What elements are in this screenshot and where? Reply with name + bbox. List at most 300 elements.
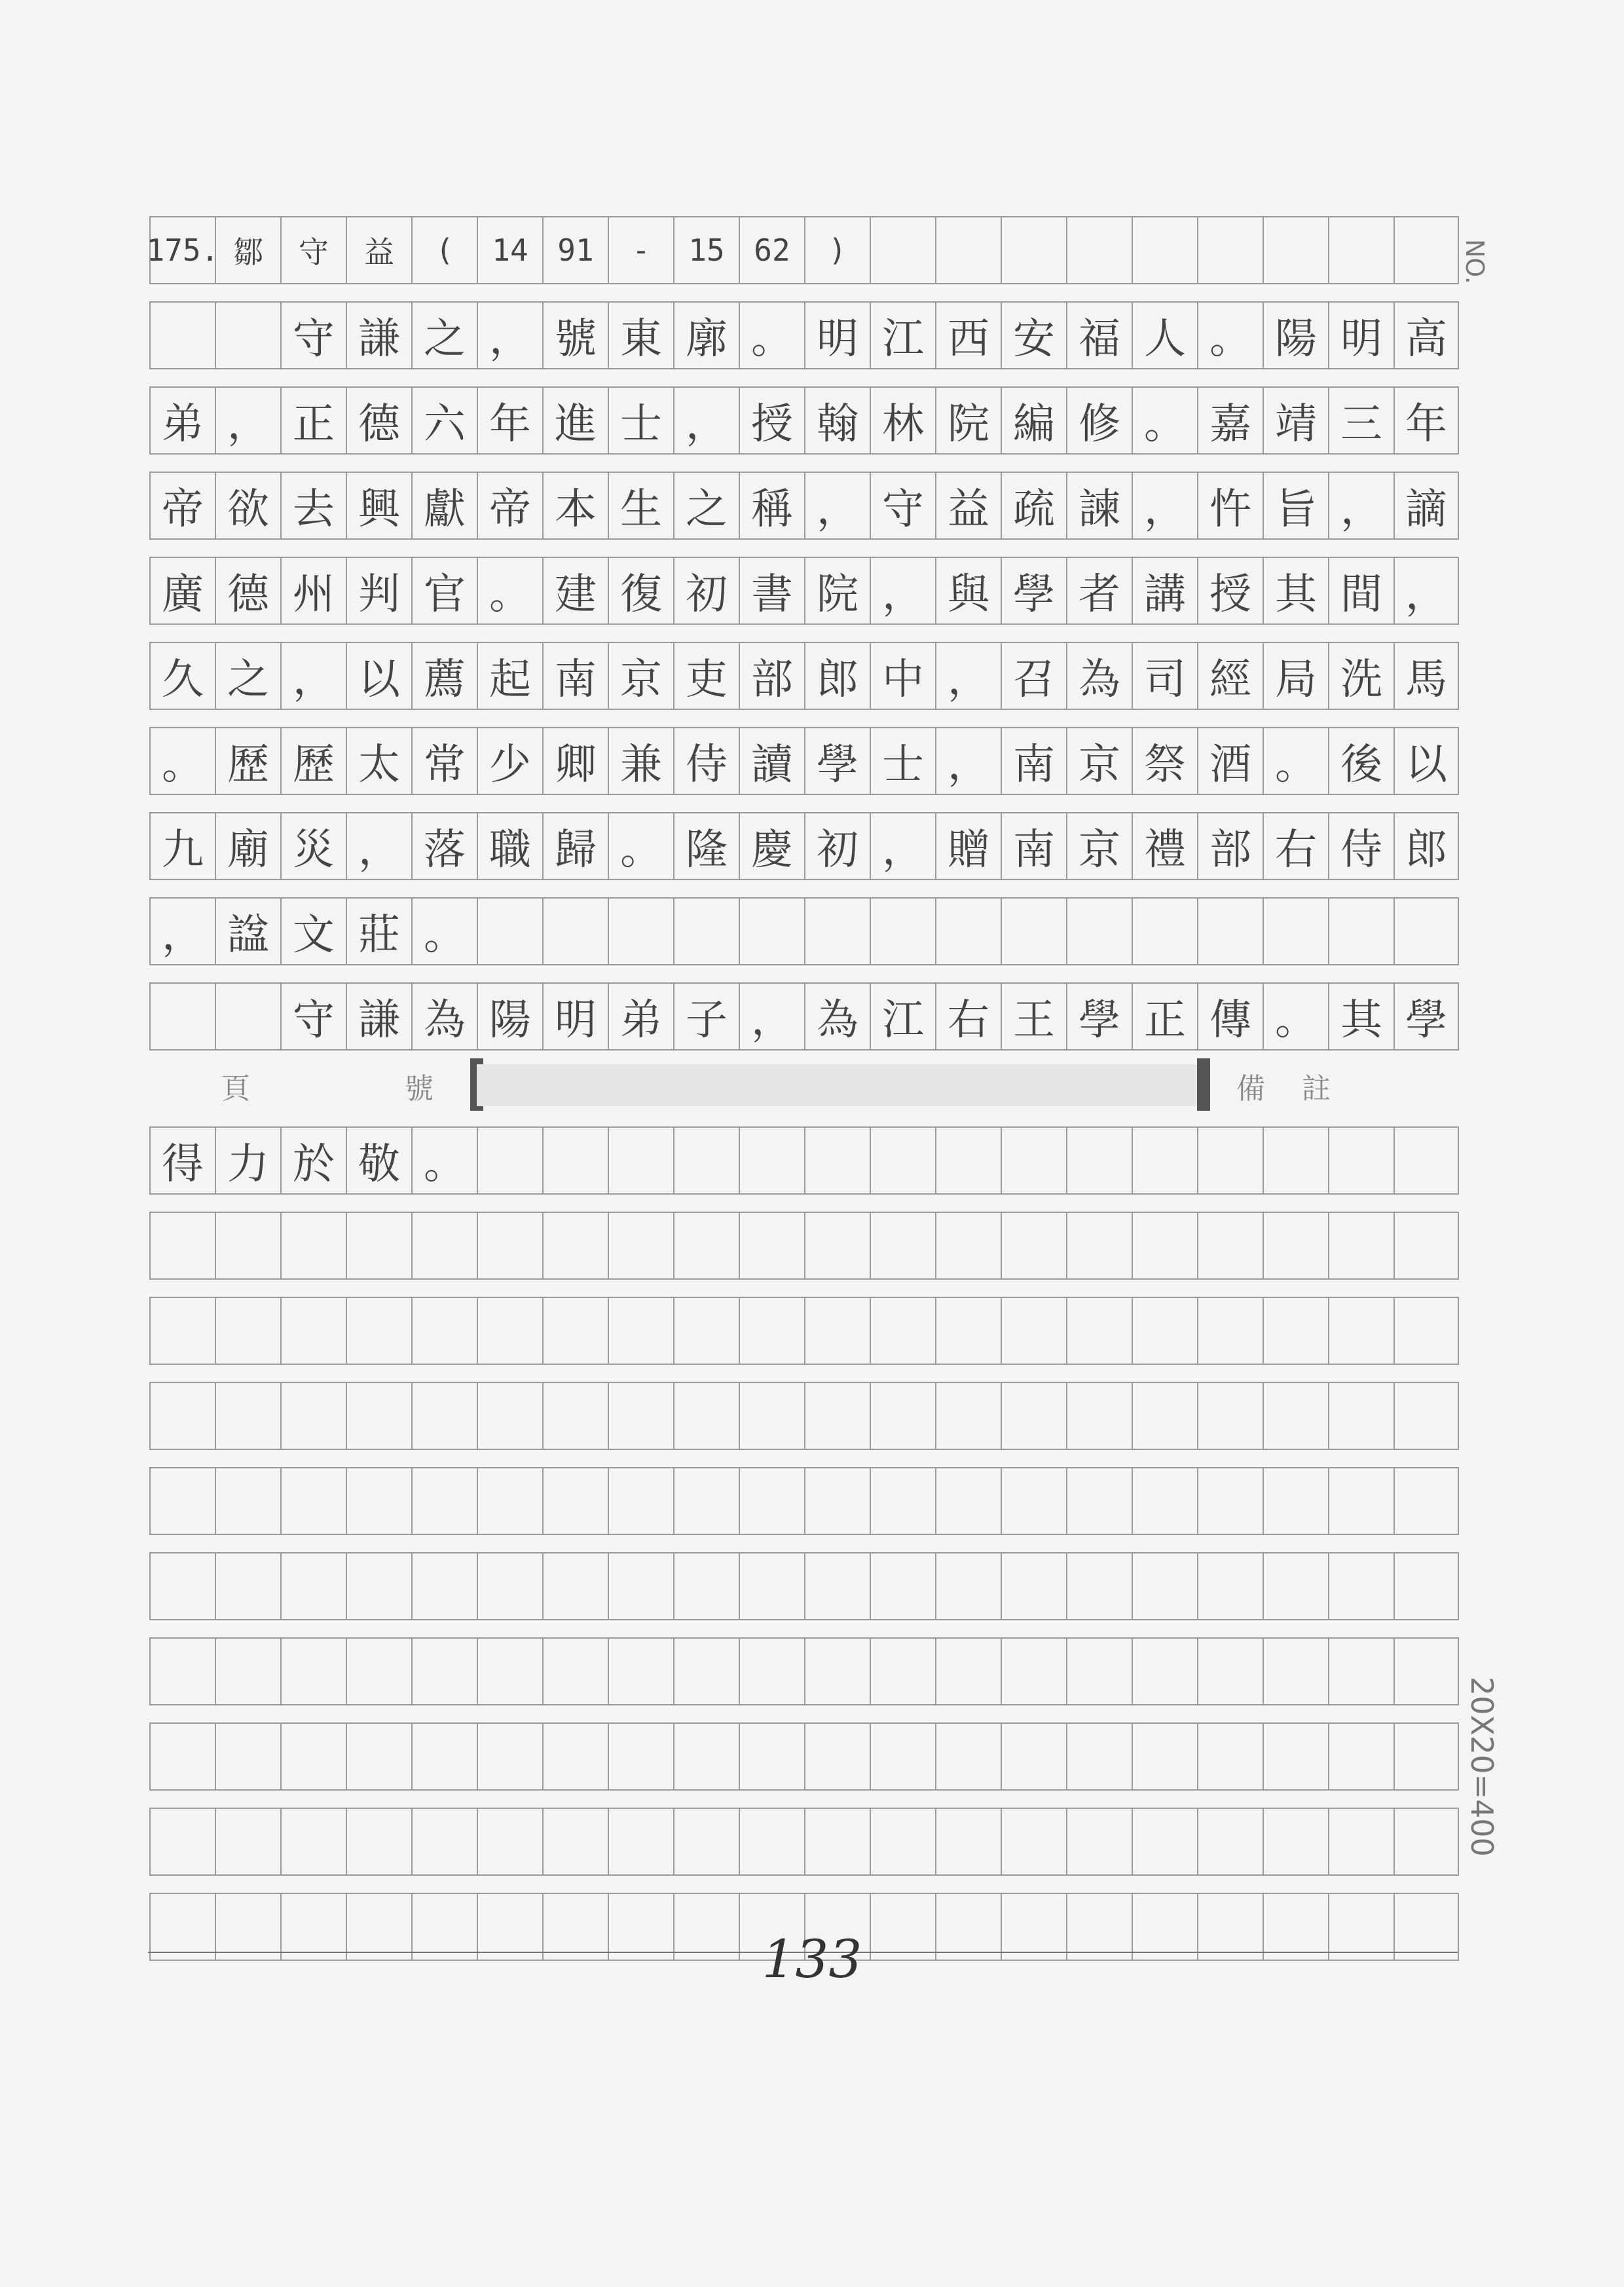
grid-cell (149, 982, 215, 1051)
grid-cell (870, 1467, 935, 1535)
grid-cell (1132, 897, 1197, 965)
grid-cell: 院 (935, 386, 1001, 455)
grid-cell: 嘉 (1197, 386, 1263, 455)
grid-cell (280, 1297, 346, 1365)
grid-cell: 起 (477, 642, 542, 710)
grid-cell (215, 1297, 280, 1365)
grid-cell (1197, 1808, 1263, 1876)
heading-row (146, 216, 1459, 284)
grid-cell (1001, 1212, 1066, 1280)
grid-cell: 初 (804, 812, 870, 880)
grid-cell (1197, 1637, 1263, 1705)
grid-cell (346, 1808, 411, 1876)
grid-cell: 15 (673, 216, 739, 284)
grid-cell: 忤 (1197, 472, 1263, 540)
grid-cell: 郎 (1393, 812, 1459, 880)
grid-cell: ， (346, 812, 411, 880)
grid-cell: 侍 (1328, 812, 1393, 880)
grid-cell (215, 301, 280, 369)
grid-cell: 太 (346, 727, 411, 795)
grid-cell (608, 1467, 673, 1535)
grid-cell: 後 (1328, 727, 1393, 795)
grid-cell: 之 (673, 472, 739, 540)
grid-cell: 謫 (1393, 472, 1459, 540)
grid-cell (804, 1552, 870, 1620)
grid-cell: 廣 (149, 557, 215, 625)
grid-cell: 年 (1393, 386, 1459, 455)
grid-cell (804, 1382, 870, 1450)
grid-cell (346, 1212, 411, 1280)
grid-cell (935, 1297, 1001, 1365)
grid-cell: 。 (1263, 982, 1328, 1051)
grid-cell: 南 (1001, 727, 1066, 795)
grid-cell: ， (1132, 472, 1197, 540)
page-number: 133 (762, 1929, 862, 1990)
grid-cell: 部 (1197, 812, 1263, 880)
grid-cell: 部 (739, 642, 804, 710)
grid-cell (1197, 1212, 1263, 1280)
blank-grid-row (149, 1297, 1459, 1365)
grid-cell: 年 (477, 386, 542, 455)
grid-cell: 諫 (1066, 472, 1132, 540)
grid-cell (411, 1808, 477, 1876)
text-row (149, 557, 1459, 625)
grid-cell: ， (149, 897, 215, 965)
grid-cell: 為 (1066, 642, 1132, 710)
grid-cell: 南 (542, 642, 608, 710)
grid-cell (346, 1382, 411, 1450)
grid-cell (1001, 1382, 1066, 1450)
grid-cell: 益 (935, 472, 1001, 540)
blank-grid-row (149, 1552, 1459, 1620)
grid-cell (1197, 1126, 1263, 1195)
grid-cell (1132, 1212, 1197, 1280)
grid-cell: 疏 (1001, 472, 1066, 540)
grid-cell: ， (935, 727, 1001, 795)
grid-cell: 洗 (1328, 642, 1393, 710)
grid-cell (739, 1382, 804, 1450)
grid-cell: ， (870, 557, 935, 625)
grid-cell: 經 (1197, 642, 1263, 710)
grid-cell: 德 (215, 557, 280, 625)
grid-cell (1066, 1467, 1132, 1535)
grid-cell: 馬 (1393, 642, 1459, 710)
grid-cell: ， (1393, 557, 1459, 625)
grid-cell: 修 (1066, 386, 1132, 455)
grid-cell: 以 (346, 642, 411, 710)
grid-cell (608, 1297, 673, 1365)
grid-cell (542, 897, 608, 965)
grid-cell (542, 1382, 608, 1450)
grid-cell (1263, 1467, 1328, 1535)
grid-cell (542, 1212, 608, 1280)
grid-cell (1263, 1552, 1328, 1620)
grid-cell: 德 (346, 386, 411, 455)
grid-cell (673, 1552, 739, 1620)
grid-cell (215, 1467, 280, 1535)
grid-cell (870, 1212, 935, 1280)
bar-mark: 註 (1302, 1072, 1331, 1106)
grid-cell: 召 (1001, 642, 1066, 710)
grid-cell: 建 (542, 557, 608, 625)
grid-cell: 以 (1393, 727, 1459, 795)
grid-cell: 江 (870, 301, 935, 369)
bar-mark: 號 (405, 1072, 434, 1106)
grid-cell: 職 (477, 812, 542, 880)
grid-cell (1393, 216, 1459, 284)
grid-cell: 歸 (542, 812, 608, 880)
grid-cell: 災 (280, 812, 346, 880)
grid-cell (870, 1808, 935, 1876)
grid-cell: 廓 (673, 301, 739, 369)
grid-cell (608, 1637, 673, 1705)
grid-cell (1066, 1212, 1132, 1280)
grid-cell (149, 1722, 215, 1791)
grid-cell: 院 (804, 557, 870, 625)
grid-cell (1197, 1722, 1263, 1791)
grid-cell: 右 (1263, 812, 1328, 880)
grid-cell (1132, 1467, 1197, 1535)
grid-cell: 安 (1001, 301, 1066, 369)
grid-cell (870, 1637, 935, 1705)
grid-cell (870, 1126, 935, 1195)
text-row (149, 472, 1459, 540)
grid-cell (1328, 897, 1393, 965)
grid-cell: 兼 (608, 727, 673, 795)
bar-mark: 備 (1236, 1072, 1265, 1106)
grid-cell: ， (870, 812, 935, 880)
grid-cell (1263, 1297, 1328, 1365)
grid-cell (411, 1467, 477, 1535)
grid-cell: 14 (477, 216, 542, 284)
grid-cell (1263, 1808, 1328, 1876)
grid-cell (1197, 216, 1263, 284)
grid-cell: 其 (1263, 557, 1328, 625)
grid-cell: 陽 (1263, 301, 1328, 369)
grid-cell: 者 (1066, 557, 1132, 625)
grid-cell (1001, 1552, 1066, 1620)
grid-cell (477, 1297, 542, 1365)
grid-cell (739, 1637, 804, 1705)
grid-cell: 學 (1066, 982, 1132, 1051)
grid-cell: 為 (804, 982, 870, 1051)
grid-cell (280, 1722, 346, 1791)
grid-cell: 贈 (935, 812, 1001, 880)
grid-cell: 莊 (346, 897, 411, 965)
grid-cell: 去 (280, 472, 346, 540)
grid-cell (1197, 1297, 1263, 1365)
grid-cell: 歷 (215, 727, 280, 795)
grid-cell: 傳 (1197, 982, 1263, 1051)
grid-cell (280, 1382, 346, 1450)
grid-cell: 祭 (1132, 727, 1197, 795)
grid-cell: ， (477, 301, 542, 369)
grid-cell: 士 (870, 727, 935, 795)
grid-cell (346, 1637, 411, 1705)
grid-cell: ， (804, 472, 870, 540)
grid-cell: 。 (608, 812, 673, 880)
grid-cell (804, 1212, 870, 1280)
grid-cell (149, 1382, 215, 1450)
grid-cell: 陽 (477, 982, 542, 1051)
grid-cell: 為 (411, 982, 477, 1051)
grid-cell: 興 (346, 472, 411, 540)
grid-cell (870, 1297, 935, 1365)
grid-cell: 進 (542, 386, 608, 455)
grid-cell: 人 (1132, 301, 1197, 369)
grid-cell: 子 (673, 982, 739, 1051)
grid-cell: 翰 (804, 386, 870, 455)
grid-cell (1066, 897, 1132, 965)
grid-cell: 酒 (1197, 727, 1263, 795)
grid-cell: 久 (149, 642, 215, 710)
grid-cell (935, 216, 1001, 284)
grid-cell (1263, 1212, 1328, 1280)
grid-cell (935, 897, 1001, 965)
grid-cell (739, 1126, 804, 1195)
grid-cell (739, 1722, 804, 1791)
grid-cell (870, 897, 935, 965)
grid-cell (1132, 1808, 1197, 1876)
grid-cell: ( (411, 216, 477, 284)
grid-cell (673, 1297, 739, 1365)
grid-cell: 力 (215, 1126, 280, 1195)
grid-cell (1328, 1637, 1393, 1705)
grid-cell (1263, 216, 1328, 284)
grid-cell (608, 1126, 673, 1195)
grid-cell (608, 1552, 673, 1620)
grid-cell (608, 1722, 673, 1791)
grid-cell: 林 (870, 386, 935, 455)
grid-cell (149, 1637, 215, 1705)
grid-cell (215, 982, 280, 1051)
text-row (149, 897, 1459, 965)
grid-cell (215, 1382, 280, 1450)
grid-cell: 靖 (1263, 386, 1328, 455)
grid-cell: 州 (280, 557, 346, 625)
text-row (149, 982, 1459, 1051)
grid-cell (1328, 1382, 1393, 1450)
sheet-number-label: NO. (1460, 239, 1489, 284)
grid-cell (1132, 1126, 1197, 1195)
grid-cell (935, 1637, 1001, 1705)
grid-cell (1132, 1637, 1197, 1705)
grid-cell (149, 301, 215, 369)
grid-cell (477, 1467, 542, 1535)
grid-cell: 弟 (149, 386, 215, 455)
grid-cell: 旨 (1263, 472, 1328, 540)
grid-cell (477, 1722, 542, 1791)
text-row (149, 1126, 1459, 1195)
grid-cell: 。 (1132, 386, 1197, 455)
grid-cell (935, 1722, 1001, 1791)
divider-bar (149, 1056, 1459, 1115)
grid-cell (673, 1212, 739, 1280)
grid-cell: 守 (870, 472, 935, 540)
grid-cell: 讀 (739, 727, 804, 795)
grid-cell (1001, 1297, 1066, 1365)
grid-cell: 之 (215, 642, 280, 710)
grid-cell (149, 1467, 215, 1535)
grid-cell (1263, 1126, 1328, 1195)
grid-cell (411, 1637, 477, 1705)
grid-cell (804, 1722, 870, 1791)
grid-cell: 。 (739, 301, 804, 369)
grid-cell: 正 (1132, 982, 1197, 1051)
grid-cell: 卿 (542, 727, 608, 795)
grid-cell (280, 1637, 346, 1705)
grid-cell (411, 1722, 477, 1791)
grid-cell (608, 897, 673, 965)
grid-cell: 編 (1001, 386, 1066, 455)
grid-cell: 三 (1328, 386, 1393, 455)
grid-cell: 鄒 (215, 216, 280, 284)
grid-cell (1001, 1126, 1066, 1195)
grid-cell (739, 1212, 804, 1280)
grid-cell: 高 (1393, 301, 1459, 369)
grid-cell (870, 216, 935, 284)
grid-cell (673, 897, 739, 965)
grid-cell (870, 1382, 935, 1450)
grid-cell (1328, 1297, 1393, 1365)
grid-cell: 京 (1066, 812, 1132, 880)
grid-cell (1066, 1808, 1132, 1876)
grid-cell (215, 1212, 280, 1280)
grid-cell: 獻 (411, 472, 477, 540)
grid-cell (739, 897, 804, 965)
text-row (149, 301, 1459, 369)
grid-cell (1066, 1552, 1132, 1620)
grid-cell (1393, 1126, 1459, 1195)
grid-cell: 六 (411, 386, 477, 455)
grid-cell: ， (935, 642, 1001, 710)
grid-cell: 本 (542, 472, 608, 540)
grid-cell (411, 1212, 477, 1280)
grid-cell: 學 (1393, 982, 1459, 1051)
grid-cell: 與 (935, 557, 1001, 625)
grid-cell: 學 (1001, 557, 1066, 625)
text-row (149, 386, 1459, 455)
grid-cell: 諡 (215, 897, 280, 965)
grid-cell: 授 (1197, 557, 1263, 625)
grid-cell: 於 (280, 1126, 346, 1195)
grid-cell (149, 1808, 215, 1876)
grid-cell: 九 (149, 812, 215, 880)
grid-cell (346, 1722, 411, 1791)
grid-cell: 明 (804, 301, 870, 369)
grid-cell: 京 (608, 642, 673, 710)
grid-cell (411, 1382, 477, 1450)
grid-cell (935, 1382, 1001, 1450)
grid-cell: 慶 (739, 812, 804, 880)
grid-cell (1263, 1382, 1328, 1450)
bar-mark: 頁 (221, 1072, 250, 1106)
grid-cell (1263, 897, 1328, 965)
grid-cell (280, 1808, 346, 1876)
grid-cell (346, 1552, 411, 1620)
grid-cell: 京 (1066, 727, 1132, 795)
grid-cell (804, 1467, 870, 1535)
grid-cell (1132, 1552, 1197, 1620)
grid-cell (477, 1126, 542, 1195)
grid-cell (935, 1126, 1001, 1195)
grid-cell: 號 (542, 301, 608, 369)
grid-cell: 弟 (608, 982, 673, 1051)
grid-cell (1001, 1722, 1066, 1791)
grid-cell: 福 (1066, 301, 1132, 369)
grid-cell (804, 897, 870, 965)
grid-cell (804, 1808, 870, 1876)
grid-cell: 謙 (346, 301, 411, 369)
grid-cell (477, 1552, 542, 1620)
grid-cell (542, 1637, 608, 1705)
grid-cell (1066, 1382, 1132, 1450)
text-row (149, 727, 1459, 795)
grid-cell (1263, 1637, 1328, 1705)
grid-cell (1001, 897, 1066, 965)
grid-cell: 益 (346, 216, 411, 284)
grid-cell: ， (1328, 472, 1393, 540)
grid-cell (1393, 1382, 1459, 1450)
grid-cell: 學 (804, 727, 870, 795)
grid-cell: 右 (935, 982, 1001, 1051)
grid-cell (1066, 1126, 1132, 1195)
grid-cell: 隆 (673, 812, 739, 880)
grid-cell (1132, 1722, 1197, 1791)
grid-cell: ， (215, 386, 280, 455)
grid-cell (1393, 1637, 1459, 1705)
grid-cell: 侍 (673, 727, 739, 795)
grid-cell: 士 (608, 386, 673, 455)
blank-grid-row (149, 1212, 1459, 1280)
blank-grid-row (149, 1808, 1459, 1876)
grid-cell (1197, 897, 1263, 965)
grid-cell (1393, 1808, 1459, 1876)
grid-cell: 少 (477, 727, 542, 795)
grid-cell (870, 1722, 935, 1791)
grid-cell: 175. (149, 216, 215, 284)
grid-cell: 敬 (346, 1126, 411, 1195)
text-row (149, 812, 1459, 880)
grid-cell (673, 1722, 739, 1791)
grid-cell (149, 1552, 215, 1620)
grid-cell: - (608, 216, 673, 284)
grid-cell (346, 1297, 411, 1365)
grid-cell: 講 (1132, 557, 1197, 625)
grid-cell: 。 (477, 557, 542, 625)
grid-cell: 。 (411, 897, 477, 965)
grid-cell: 吏 (673, 642, 739, 710)
grid-cell (739, 1297, 804, 1365)
grid-cell (673, 1382, 739, 1450)
grid-cell: 91 (542, 216, 608, 284)
text-row (149, 642, 1459, 710)
grid-cell (346, 1467, 411, 1535)
grid-cell: 。 (1197, 301, 1263, 369)
grid-cell: 62 (739, 216, 804, 284)
grid-cell: 。 (1263, 727, 1328, 795)
grid-cell (1066, 1297, 1132, 1365)
grid-cell: 禮 (1132, 812, 1197, 880)
grid-cell (1066, 216, 1132, 284)
grid-cell (673, 1637, 739, 1705)
blank-grid-row (149, 1467, 1459, 1535)
grid-cell (608, 1808, 673, 1876)
grid-cell (411, 1297, 477, 1365)
grid-cell: 書 (739, 557, 804, 625)
grid-cell: 司 (1132, 642, 1197, 710)
grid-cell (149, 1212, 215, 1280)
